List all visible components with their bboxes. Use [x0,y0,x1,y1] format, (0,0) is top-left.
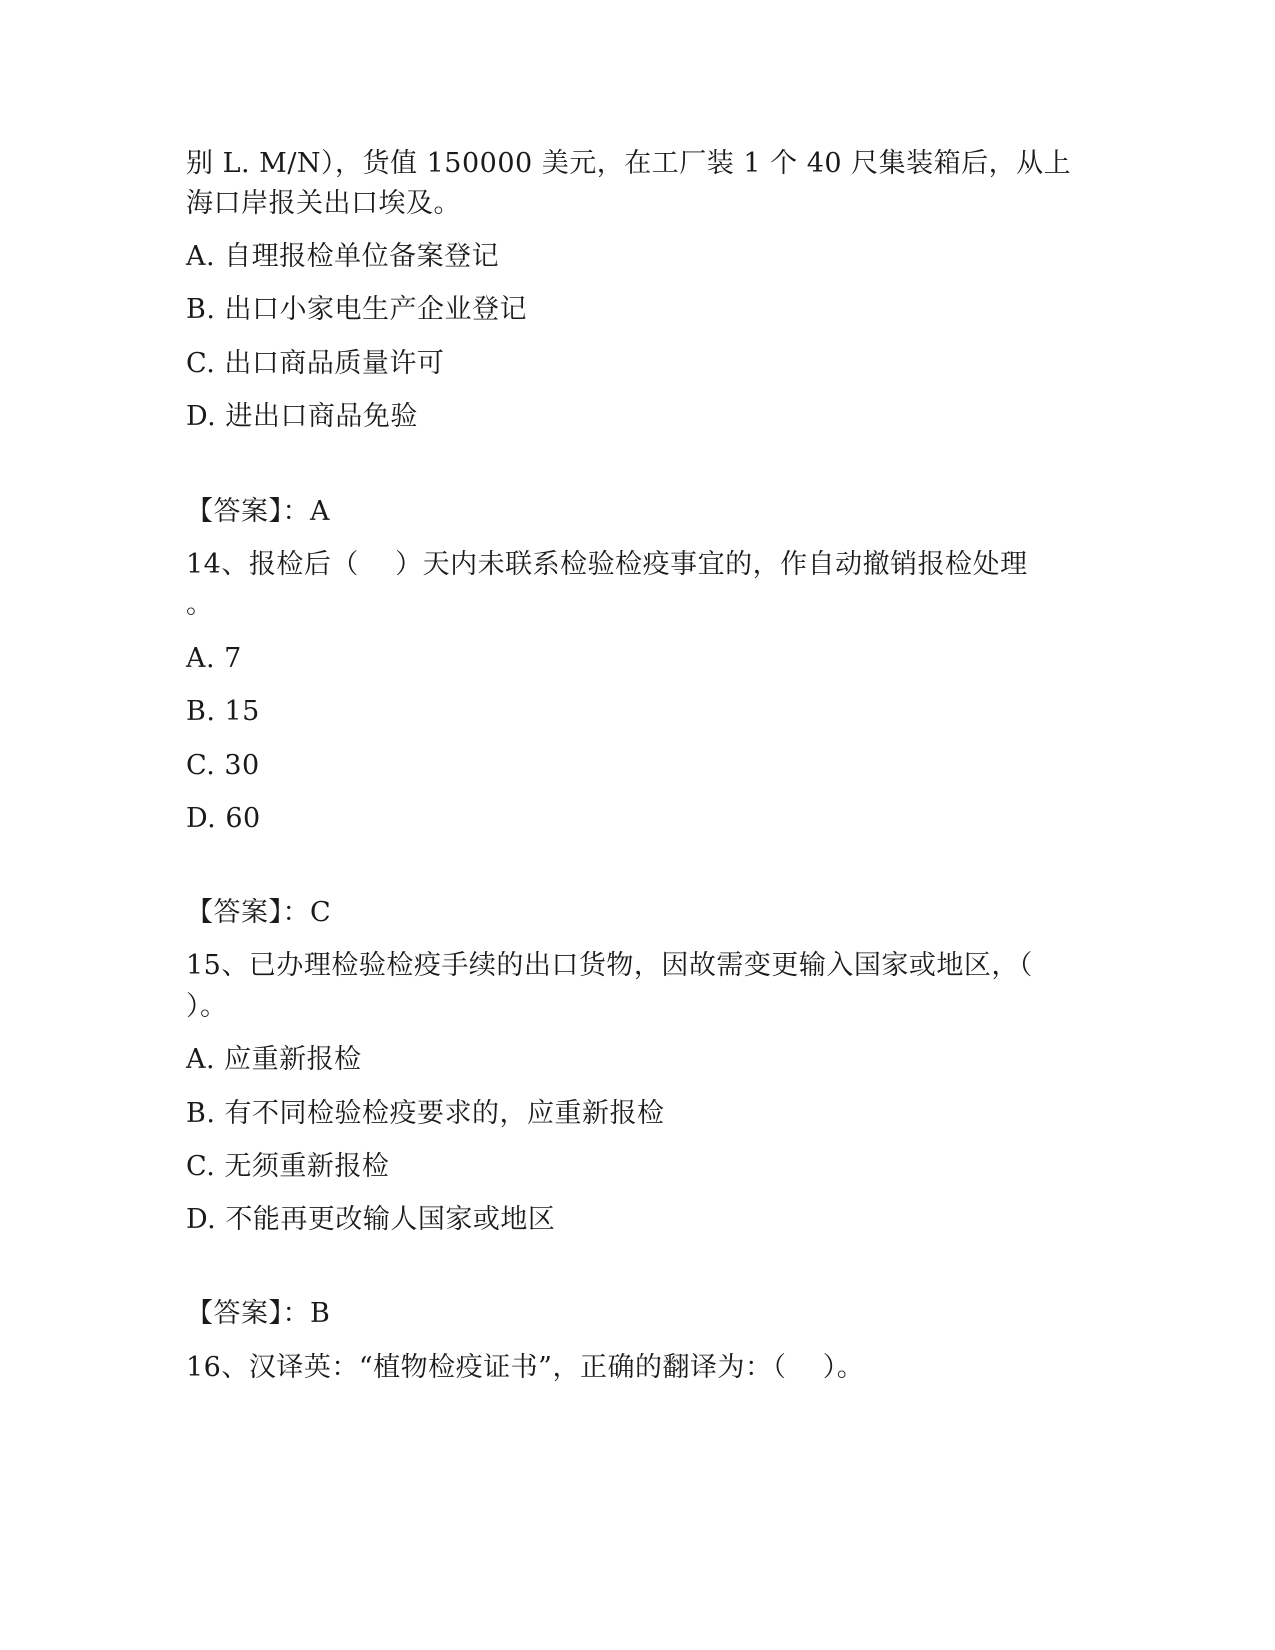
question-13-option-d: D. 进出口商品免验 [186,401,418,432]
question-14-option-c: C. 30 [186,750,260,781]
question-15-stem-line-2: ）。 [186,991,228,1022]
question-13-option-b: B. 出口小家电生产企业登记 [186,294,528,325]
question-15-stem-line-1: 15、已办理检验检疫手续的出口货物，因故需变更输入国家或地区，（ [186,950,1033,981]
question-15-answer: 【答案】：B [186,1298,331,1329]
question-14-option-b: B. 15 [186,696,260,727]
question-15-option-b: B. 有不同检验检疫要求的，应重新报检 [186,1098,665,1129]
question-15-option-a: A. 应重新报检 [186,1044,362,1075]
question-13-answer: 【答案】：A [186,496,330,527]
question-16-stem-line-1: 16、汉译英：“植物检疫证书”，正确的翻译为：（ ）。 [186,1352,865,1383]
question-14-option-d: D. 60 [186,803,261,834]
question-14-stem-line-2: 。 [186,589,214,620]
question-15-option-d: D. 不能再更改输人国家或地区 [186,1204,556,1235]
question-14-option-a: A. 7 [186,643,242,674]
question-15-option-c: C. 无须重新报检 [186,1151,390,1182]
question-14-answer: 【答案】：C [186,897,332,928]
question-13-option-c: C. 出口商品质量许可 [186,348,445,379]
question-13-option-a: A. 自理报检单位备案登记 [186,241,500,272]
question-13-stem-line-2: 海口岸报关出口埃及。 [186,188,461,219]
question-14-stem-line-1: 14、报检后（ ）天内未联系检验检疫事宜的，作自动撤销报检处理 [186,549,1028,580]
question-13-stem-line-1: 别 L. M/N），货值 150000 美元，在工厂装 1 个 40 尺集装箱后，从上 [186,148,1072,179]
